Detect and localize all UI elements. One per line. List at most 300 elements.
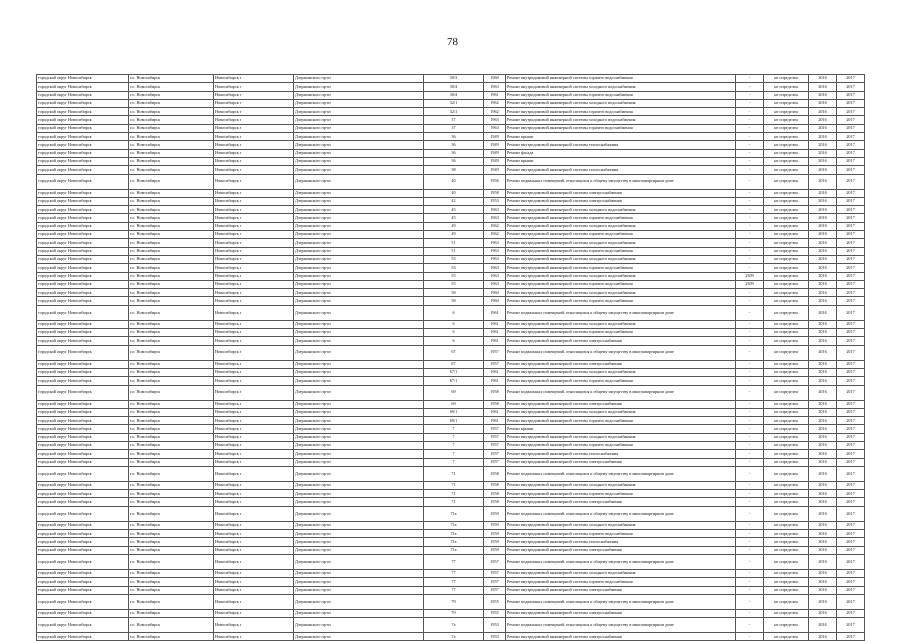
cost-cell: - bbox=[736, 368, 764, 376]
deadline-cell: не определен bbox=[764, 280, 809, 288]
cost-cell: 2309 bbox=[736, 280, 764, 288]
deadline-cell: не определен bbox=[764, 385, 809, 400]
municipal-district-cell: городской округ Новосибирск bbox=[37, 368, 129, 376]
build-year-cell: 1958 bbox=[484, 498, 506, 506]
house-number-cell: 79 bbox=[424, 594, 484, 609]
work-type-cell: Ремонт подвальных помещений, относящихся к общему имуществу в многоквартирном доме bbox=[506, 466, 736, 481]
deadline-cell: не определен bbox=[764, 458, 809, 466]
work-type-cell: Ремонт внутридомовой инженерной системы холодного водоснабжения bbox=[506, 83, 736, 91]
deadline-cell: не определен bbox=[764, 141, 809, 149]
period-end-cell: 2017 bbox=[837, 305, 865, 320]
build-year-cell: 1963 bbox=[484, 214, 506, 222]
municipal-formation-cell: г.о. Новосибирск bbox=[129, 433, 214, 441]
municipal-formation-cell: г.о. Новосибирск bbox=[129, 417, 214, 425]
cost-cell: - bbox=[736, 377, 764, 385]
deadline-cell: не определен bbox=[764, 75, 809, 83]
municipal-formation-cell: г.о. Новосибирск bbox=[129, 91, 214, 99]
deadline-cell: не определен bbox=[764, 149, 809, 157]
period-end-cell: 2017 bbox=[837, 239, 865, 247]
period-start-cell: 2016 bbox=[809, 337, 837, 345]
deadline-cell: не определен bbox=[764, 554, 809, 569]
work-type-cell: Ремонт внутридомовой инженерной системы электроснабжения bbox=[506, 337, 736, 345]
work-type-cell: Ремонт внутридомовой инженерной системы холодного водоснабжения bbox=[506, 320, 736, 328]
cost-cell: - bbox=[736, 417, 764, 425]
street-cell: Дзержинского пр-кт bbox=[294, 538, 424, 546]
period-start-cell: 2016 bbox=[809, 255, 837, 263]
municipal-district-cell: городской округ Новосибирск bbox=[37, 546, 129, 554]
cost-cell: - bbox=[736, 157, 764, 165]
street-cell: Дзержинского пр-кт bbox=[294, 157, 424, 165]
table-row bbox=[37, 289, 865, 297]
house-number-cell: 32/1 bbox=[424, 108, 484, 116]
period-end-cell: 2017 bbox=[837, 174, 865, 189]
build-year-cell: 1959 bbox=[484, 538, 506, 546]
period-start-cell: 2016 bbox=[809, 609, 837, 617]
cost-cell: - bbox=[736, 360, 764, 368]
municipal-formation-cell: г.о. Новосибирск bbox=[129, 385, 214, 400]
cost-cell: - bbox=[736, 320, 764, 328]
period-start-cell: 2016 bbox=[809, 99, 837, 107]
house-number-cell: 77 bbox=[424, 578, 484, 586]
house-number-cell: 79 bbox=[424, 609, 484, 617]
table-row bbox=[37, 609, 865, 617]
deadline-cell: не определен bbox=[764, 481, 809, 489]
period-start-cell: 2016 bbox=[809, 75, 837, 83]
table-row bbox=[37, 586, 865, 594]
period-end-cell: 2017 bbox=[837, 466, 865, 481]
deadline-cell: не определен bbox=[764, 231, 809, 239]
city-cell: Новосибирск г bbox=[214, 133, 294, 141]
deadline-cell: не определен bbox=[764, 214, 809, 222]
street-cell: Дзержинского пр-кт bbox=[294, 247, 424, 255]
city-cell: Новосибирск г bbox=[214, 586, 294, 594]
deadline-cell: не определен bbox=[764, 450, 809, 458]
deadline-cell: не определен bbox=[764, 157, 809, 165]
cost-cell: - bbox=[736, 458, 764, 466]
house-number-cell: 6 bbox=[424, 320, 484, 328]
municipal-formation-cell: г.о. Новосибирск bbox=[129, 99, 214, 107]
house-number-cell: 37 bbox=[424, 116, 484, 124]
period-start-cell: 2016 bbox=[809, 264, 837, 272]
period-end-cell: 2017 bbox=[837, 417, 865, 425]
build-year-cell: 1958 bbox=[484, 385, 506, 400]
build-year-cell: 1963 bbox=[484, 280, 506, 288]
cost-cell: - bbox=[736, 222, 764, 230]
cost-cell: - bbox=[736, 530, 764, 538]
house-number-cell: 71а bbox=[424, 538, 484, 546]
table-row bbox=[37, 450, 865, 458]
municipal-formation-cell: г.о. Новосибирск bbox=[129, 554, 214, 569]
street-cell: Дзержинского пр-кт bbox=[294, 586, 424, 594]
work-type-cell: Ремонт внутридомовой инженерной системы электроснабжения bbox=[506, 609, 736, 617]
deadline-cell: не определен bbox=[764, 305, 809, 320]
period-end-cell: 2017 bbox=[837, 91, 865, 99]
work-type-cell: Ремонт крыши bbox=[506, 133, 736, 141]
table-row bbox=[37, 569, 865, 577]
build-year-cell: 1963 bbox=[484, 272, 506, 280]
municipal-district-cell: городской округ Новосибирск bbox=[37, 466, 129, 481]
period-start-cell: 2016 bbox=[809, 231, 837, 239]
table-row bbox=[37, 91, 865, 99]
street-cell: Дзержинского пр-кт bbox=[294, 466, 424, 481]
municipal-district-cell: городской округ Новосибирск bbox=[37, 141, 129, 149]
city-cell: Новосибирск г bbox=[214, 124, 294, 132]
table-row bbox=[37, 538, 865, 546]
city-cell: Новосибирск г bbox=[214, 280, 294, 288]
period-start-cell: 2016 bbox=[809, 530, 837, 538]
table-row bbox=[37, 280, 865, 288]
table-row bbox=[37, 408, 865, 416]
cost-cell: - bbox=[736, 289, 764, 297]
municipal-formation-cell: г.о. Новосибирск bbox=[129, 116, 214, 124]
city-cell: Новосибирск г bbox=[214, 141, 294, 149]
city-cell: Новосибирск г bbox=[214, 320, 294, 328]
period-start-cell: 2016 bbox=[809, 586, 837, 594]
period-start-cell: 2016 bbox=[809, 320, 837, 328]
period-end-cell: 2017 bbox=[837, 149, 865, 157]
city-cell: Новосибирск г bbox=[214, 450, 294, 458]
work-type-cell: Ремонт внутридомовой инженерной системы горячего водоснабжения bbox=[506, 417, 736, 425]
municipal-district-cell: городской округ Новосибирск bbox=[37, 400, 129, 408]
period-start-cell: 2016 bbox=[809, 554, 837, 569]
table-row bbox=[37, 481, 865, 489]
cost-cell: - bbox=[736, 337, 764, 345]
municipal-formation-cell: г.о. Новосибирск bbox=[129, 75, 214, 83]
period-end-cell: 2017 bbox=[837, 166, 865, 174]
city-cell: Новосибирск г bbox=[214, 546, 294, 554]
period-end-cell: 2017 bbox=[837, 441, 865, 449]
build-year-cell: 1949 bbox=[484, 157, 506, 165]
municipal-district-cell: городской округ Новосибирск bbox=[37, 633, 129, 641]
house-number-cell: 67/1 bbox=[424, 368, 484, 376]
period-start-cell: 2016 bbox=[809, 174, 837, 189]
city-cell: Новосибирск г bbox=[214, 297, 294, 305]
city-cell: Новосибирск г bbox=[214, 116, 294, 124]
build-year-cell: 1949 bbox=[484, 133, 506, 141]
table-row bbox=[37, 231, 865, 239]
build-year-cell: 1957 bbox=[484, 554, 506, 569]
table-row bbox=[37, 345, 865, 360]
cost-cell: - bbox=[736, 206, 764, 214]
table-row bbox=[37, 498, 865, 506]
house-number-cell: 67 bbox=[424, 360, 484, 368]
city-cell: Новосибирск г bbox=[214, 408, 294, 416]
city-cell: Новосибирск г bbox=[214, 255, 294, 263]
build-year-cell: 1953 bbox=[484, 197, 506, 205]
street-cell: Дзержинского пр-кт bbox=[294, 83, 424, 91]
city-cell: Новосибирск г bbox=[214, 400, 294, 408]
work-type-cell: Ремонт внутридомовой инженерной системы горячего водоснабжения bbox=[506, 329, 736, 337]
period-start-cell: 2016 bbox=[809, 433, 837, 441]
municipal-formation-cell: г.о. Новосибирск bbox=[129, 530, 214, 538]
municipal-formation-cell: г.о. Новосибирск bbox=[129, 546, 214, 554]
table-row bbox=[37, 618, 865, 633]
cost-cell: - bbox=[736, 166, 764, 174]
street-cell: Дзержинского пр-кт bbox=[294, 166, 424, 174]
table-row bbox=[37, 124, 865, 132]
build-year-cell: 1963 bbox=[484, 247, 506, 255]
period-start-cell: 2016 bbox=[809, 521, 837, 529]
cost-cell: - bbox=[736, 149, 764, 157]
municipal-formation-cell: г.о. Новосибирск bbox=[129, 174, 214, 189]
deadline-cell: не определен bbox=[764, 433, 809, 441]
period-start-cell: 2016 bbox=[809, 481, 837, 489]
build-year-cell: 1962 bbox=[484, 99, 506, 107]
municipal-formation-cell: г.о. Новосибирск bbox=[129, 272, 214, 280]
build-year-cell: 1961 bbox=[484, 329, 506, 337]
street-cell: Дзержинского пр-кт bbox=[294, 197, 424, 205]
cost-cell: - bbox=[736, 239, 764, 247]
period-end-cell: 2017 bbox=[837, 521, 865, 529]
build-year-cell: 1956 bbox=[484, 174, 506, 189]
table-row bbox=[37, 166, 865, 174]
house-number-cell: 40 bbox=[424, 189, 484, 197]
city-cell: Новосибирск г bbox=[214, 214, 294, 222]
table-row bbox=[37, 239, 865, 247]
municipal-district-cell: городской округ Новосибирск bbox=[37, 116, 129, 124]
period-end-cell: 2017 bbox=[837, 360, 865, 368]
work-type-cell: Ремонт внутридомовой инженерной системы теплоснабжения bbox=[506, 450, 736, 458]
period-end-cell: 2017 bbox=[837, 337, 865, 345]
table-row bbox=[37, 329, 865, 337]
street-cell: Дзержинского пр-кт bbox=[294, 441, 424, 449]
period-start-cell: 2016 bbox=[809, 490, 837, 498]
table-row bbox=[37, 337, 865, 345]
cost-cell: - bbox=[736, 108, 764, 116]
build-year-cell: 1953 bbox=[484, 633, 506, 641]
house-number-cell: 77 bbox=[424, 569, 484, 577]
cost-cell: - bbox=[736, 231, 764, 239]
period-start-cell: 2016 bbox=[809, 305, 837, 320]
city-cell: Новосибирск г bbox=[214, 417, 294, 425]
build-year-cell: 1957 bbox=[484, 433, 506, 441]
municipal-district-cell: городской округ Новосибирск bbox=[37, 289, 129, 297]
house-number-cell: 6 bbox=[424, 305, 484, 320]
house-number-cell: 71 bbox=[424, 498, 484, 506]
period-end-cell: 2017 bbox=[837, 345, 865, 360]
house-number-cell: 36 bbox=[424, 157, 484, 165]
period-end-cell: 2017 bbox=[837, 368, 865, 376]
period-end-cell: 2017 bbox=[837, 116, 865, 124]
period-start-cell: 2016 bbox=[809, 133, 837, 141]
work-type-cell: Ремонт внутридомовой инженерной системы электроснабжения bbox=[506, 586, 736, 594]
house-number-cell: 53 bbox=[424, 264, 484, 272]
street-cell: Дзержинского пр-кт bbox=[294, 289, 424, 297]
cost-cell: - bbox=[736, 433, 764, 441]
street-cell: Дзержинского пр-кт bbox=[294, 450, 424, 458]
street-cell: Дзержинского пр-кт bbox=[294, 377, 424, 385]
work-type-cell: Ремонт подвальных помещений, относящихся к общему имуществу в многоквартирном доме bbox=[506, 305, 736, 320]
municipal-formation-cell: г.о. Новосибирск bbox=[129, 124, 214, 132]
period-end-cell: 2017 bbox=[837, 538, 865, 546]
house-number-cell: 7 bbox=[424, 458, 484, 466]
build-year-cell: 1958 bbox=[484, 466, 506, 481]
period-end-cell: 2017 bbox=[837, 408, 865, 416]
city-cell: Новосибирск г bbox=[214, 231, 294, 239]
build-year-cell: 1961 bbox=[484, 408, 506, 416]
build-year-cell: 1959 bbox=[484, 521, 506, 529]
street-cell: Дзержинского пр-кт bbox=[294, 280, 424, 288]
work-type-cell: Ремонт внутридомовой инженерной системы холодного водоснабжения bbox=[506, 433, 736, 441]
city-cell: Новосибирск г bbox=[214, 272, 294, 280]
street-cell: Дзержинского пр-кт bbox=[294, 320, 424, 328]
work-type-cell: Ремонт внутридомовой инженерной системы электроснабжения bbox=[506, 633, 736, 641]
period-end-cell: 2017 bbox=[837, 618, 865, 633]
table-row bbox=[37, 174, 865, 189]
cost-cell: - bbox=[736, 609, 764, 617]
municipal-district-cell: городской округ Новосибирск bbox=[37, 425, 129, 433]
house-number-cell: 69/1 bbox=[424, 417, 484, 425]
city-cell: Новосибирск г bbox=[214, 206, 294, 214]
street-cell: Дзержинского пр-кт bbox=[294, 400, 424, 408]
cost-cell: - bbox=[736, 247, 764, 255]
table-row bbox=[37, 197, 865, 205]
table-row bbox=[37, 189, 865, 197]
build-year-cell: 1961 bbox=[484, 417, 506, 425]
house-number-cell: 7 bbox=[424, 425, 484, 433]
street-cell: Дзержинского пр-кт bbox=[294, 408, 424, 416]
build-year-cell: 1961 bbox=[484, 368, 506, 376]
period-start-cell: 2016 bbox=[809, 408, 837, 416]
municipal-formation-cell: г.о. Новосибирск bbox=[129, 157, 214, 165]
municipal-district-cell: городской округ Новосибирск bbox=[37, 433, 129, 441]
cost-cell: - bbox=[736, 174, 764, 189]
deadline-cell: не определен bbox=[764, 133, 809, 141]
period-end-cell: 2017 bbox=[837, 206, 865, 214]
build-year-cell: 1959 bbox=[484, 546, 506, 554]
table-row bbox=[37, 546, 865, 554]
period-start-cell: 2016 bbox=[809, 141, 837, 149]
deadline-cell: не определен bbox=[764, 521, 809, 529]
period-start-cell: 2016 bbox=[809, 149, 837, 157]
cost-cell: - bbox=[736, 425, 764, 433]
table-row bbox=[37, 458, 865, 466]
city-cell: Новосибирск г bbox=[214, 247, 294, 255]
work-type-cell: Ремонт внутридомовой инженерной системы холодного водоснабжения bbox=[506, 222, 736, 230]
work-type-cell: Ремонт подвальных помещений, относящихся к общему имуществу в многоквартирном доме bbox=[506, 554, 736, 569]
municipal-formation-cell: г.о. Новосибирск bbox=[129, 297, 214, 305]
work-type-cell: Ремонт подвальных помещений, относящихся к общему имуществу в многоквартирном доме bbox=[506, 618, 736, 633]
period-end-cell: 2017 bbox=[837, 586, 865, 594]
work-type-cell: Ремонт внутридомовой инженерной системы холодного водоснабжения bbox=[506, 569, 736, 577]
cost-cell: - bbox=[736, 569, 764, 577]
house-number-cell: 38 bbox=[424, 166, 484, 174]
house-number-cell: 7а bbox=[424, 618, 484, 633]
cost-cell: - bbox=[736, 594, 764, 609]
municipal-formation-cell: г.о. Новосибирск bbox=[129, 594, 214, 609]
street-cell: Дзержинского пр-кт bbox=[294, 345, 424, 360]
work-type-cell: Ремонт внутридомовой инженерной системы холодного водоснабжения bbox=[506, 206, 736, 214]
build-year-cell: 1963 bbox=[484, 124, 506, 132]
city-cell: Новосибирск г bbox=[214, 337, 294, 345]
table-row bbox=[37, 594, 865, 609]
municipal-formation-cell: г.о. Новосибирск bbox=[129, 466, 214, 481]
period-end-cell: 2017 bbox=[837, 108, 865, 116]
house-number-cell: 37 bbox=[424, 124, 484, 132]
period-start-cell: 2016 bbox=[809, 91, 837, 99]
municipal-formation-cell: г.о. Новосибирск bbox=[129, 400, 214, 408]
period-end-cell: 2017 bbox=[837, 297, 865, 305]
municipal-formation-cell: г.о. Новосибирск bbox=[129, 377, 214, 385]
cost-cell: - bbox=[736, 578, 764, 586]
house-number-cell: 71 bbox=[424, 466, 484, 481]
period-end-cell: 2017 bbox=[837, 481, 865, 489]
work-type-cell: Ремонт внутридомовой инженерной системы электроснабжения bbox=[506, 360, 736, 368]
cost-cell: - bbox=[736, 618, 764, 633]
municipal-district-cell: городской округ Новосибирск bbox=[37, 108, 129, 116]
deadline-cell: не определен bbox=[764, 99, 809, 107]
period-start-cell: 2016 bbox=[809, 425, 837, 433]
deadline-cell: не определен bbox=[764, 546, 809, 554]
period-end-cell: 2017 bbox=[837, 255, 865, 263]
cost-cell: - bbox=[736, 264, 764, 272]
period-start-cell: 2016 bbox=[809, 417, 837, 425]
work-type-cell: Ремонт внутридомовой инженерной системы теплоснабжения bbox=[506, 141, 736, 149]
street-cell: Дзержинского пр-кт bbox=[294, 116, 424, 124]
house-number-cell: 71а bbox=[424, 506, 484, 521]
period-start-cell: 2016 bbox=[809, 239, 837, 247]
cost-cell: - bbox=[736, 345, 764, 360]
period-start-cell: 2016 bbox=[809, 594, 837, 609]
street-cell: Дзержинского пр-кт bbox=[294, 75, 424, 83]
municipal-formation-cell: г.о. Новосибирск bbox=[129, 255, 214, 263]
build-year-cell: 1960 bbox=[484, 297, 506, 305]
build-year-cell: 1961 bbox=[484, 305, 506, 320]
work-type-cell: Ремонт внутридомовой инженерной системы горячего водоснабжения bbox=[506, 280, 736, 288]
cost-cell: - bbox=[736, 408, 764, 416]
city-cell: Новосибирск г bbox=[214, 83, 294, 91]
municipal-district-cell: городской округ Новосибирск bbox=[37, 360, 129, 368]
house-number-cell: 45 bbox=[424, 214, 484, 222]
house-number-cell: 49 bbox=[424, 231, 484, 239]
work-type-cell: Ремонт внутридомовой инженерной системы электроснабжения bbox=[506, 458, 736, 466]
period-end-cell: 2017 bbox=[837, 280, 865, 288]
deadline-cell: не определен bbox=[764, 239, 809, 247]
street-cell: Дзержинского пр-кт bbox=[294, 578, 424, 586]
period-end-cell: 2017 bbox=[837, 425, 865, 433]
deadline-cell: не определен bbox=[764, 498, 809, 506]
period-end-cell: 2017 bbox=[837, 124, 865, 132]
deadline-cell: не определен bbox=[764, 166, 809, 174]
street-cell: Дзержинского пр-кт bbox=[294, 222, 424, 230]
street-cell: Дзержинского пр-кт bbox=[294, 425, 424, 433]
build-year-cell: 1962 bbox=[484, 222, 506, 230]
cost-cell: - bbox=[736, 255, 764, 263]
municipal-district-cell: городской округ Новосибирск bbox=[37, 506, 129, 521]
work-type-cell: Ремонт внутридомовой инженерной системы горячего водоснабжения bbox=[506, 264, 736, 272]
cost-cell: - bbox=[736, 197, 764, 205]
municipal-district-cell: городской округ Новосибирск bbox=[37, 255, 129, 263]
city-cell: Новосибирск г bbox=[214, 197, 294, 205]
street-cell: Дзержинского пр-кт bbox=[294, 633, 424, 641]
municipal-formation-cell: г.о. Новосибирск bbox=[129, 222, 214, 230]
cost-cell: - bbox=[736, 91, 764, 99]
cost-cell: - bbox=[736, 538, 764, 546]
period-start-cell: 2016 bbox=[809, 618, 837, 633]
period-end-cell: 2017 bbox=[837, 214, 865, 222]
street-cell: Дзержинского пр-кт bbox=[294, 458, 424, 466]
deadline-cell: не определен bbox=[764, 329, 809, 337]
work-type-cell: Ремонт фасада bbox=[506, 149, 736, 157]
street-cell: Дзержинского пр-кт bbox=[294, 264, 424, 272]
cost-cell: - bbox=[736, 329, 764, 337]
deadline-cell: не определен bbox=[764, 116, 809, 124]
city-cell: Новосибирск г bbox=[214, 609, 294, 617]
deadline-cell: не определен bbox=[764, 222, 809, 230]
period-end-cell: 2017 bbox=[837, 578, 865, 586]
deadline-cell: не определен bbox=[764, 417, 809, 425]
municipal-formation-cell: г.о. Новосибирск bbox=[129, 197, 214, 205]
